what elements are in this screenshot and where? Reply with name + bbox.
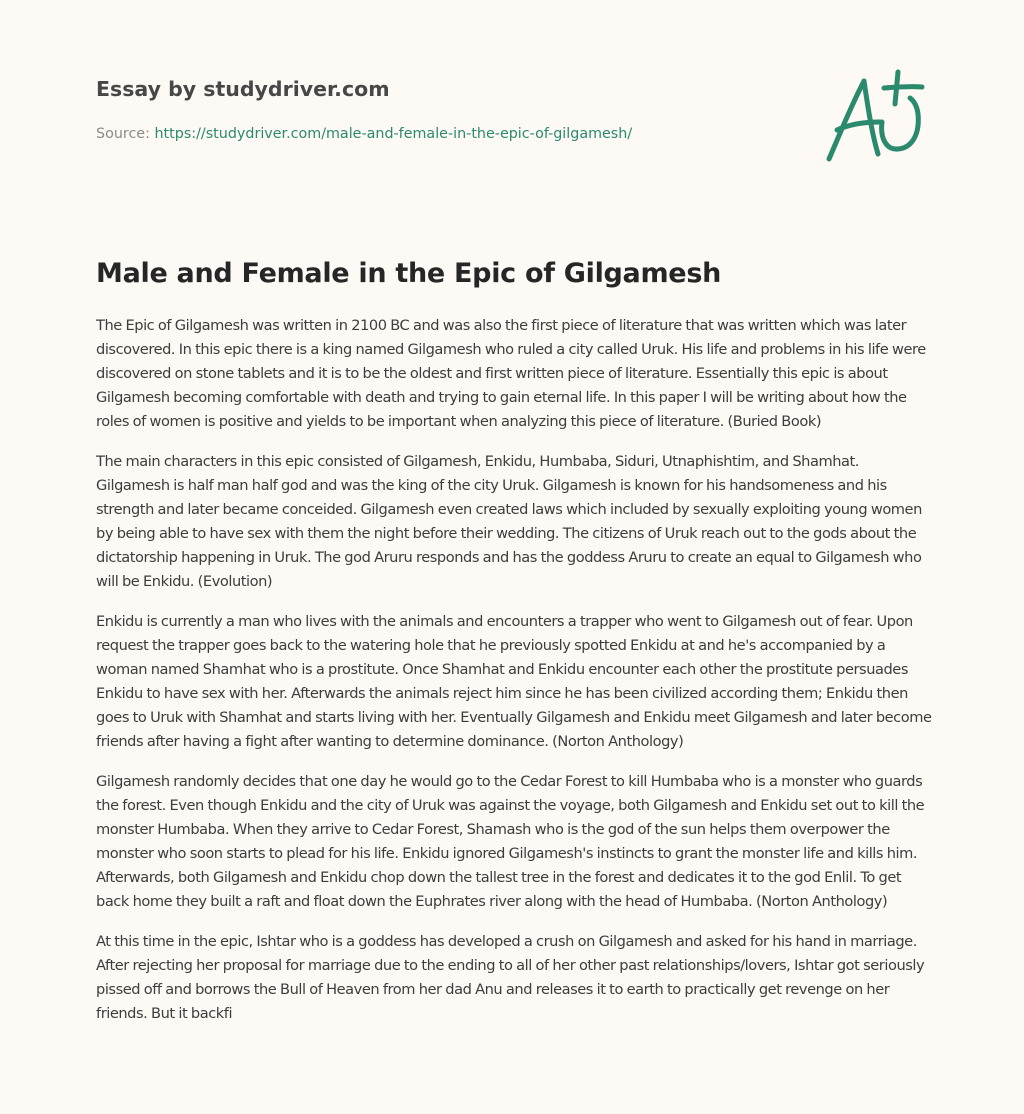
essay-paragraph: The Epic of Gilgamesh was written in 2100 BC and was also the first piece of literature that was written which was later discovered. In this epic there is a king named Gilgamesh who ruled a city called Uruk. His life and problems in his life were discovered on stone tablets and it is to be the oldest and first written piece of literature. Essentially this epic is about Gilgamesh becoming comfortable with death and trying to gain eternal life. In this paper I will be writing about how the roles of women is positive and yields to be important when analyzing this piece of literature. (Buried Book) [96, 317, 926, 430]
essay-title: Male and Female in the Epic of Gilgamesh [96, 258, 722, 289]
page-header [96, 74, 928, 174]
source-line [96, 124, 632, 144]
essay-paragraph: Gilgamesh randomly decides that one day he would go to the Cedar Forest to kill Humbaba who is a monster who guards the forest. Even though Enkidu and the city of Uruk was against the voyage, both Gilgamesh and Enkidu set out to kill the monster Humbaba. When they arrive to Cedar Forest, Shamash who is the god of the sun helps them overpower the monster who soon starts to plead for his life. Enkidu ignored Gilgamesh's instincts to grant the monster life and kills him. Afterwards, both Gilgamesh and Enkidu chop down the tallest tree in the forest and dedicates it to the god Enlil. To get back home they built a raft and float down the Euphrates river along with the head of Humbaba. (Norton Anthology) [96, 773, 925, 910]
a-plus-logo-icon [824, 66, 928, 166]
essay-body [96, 314, 932, 1042]
essay-paragraph: The main characters in this epic consisted of Gilgamesh, Enkidu, Humbaba, Siduri, Utnaphishtim, and Shamhat. Gilgamesh is half man half god and was the king of the city Uruk. Gilgamesh is known for his handsomeness and his strength and later became conceided. Gilgamesh even created laws which included by sexually exploiting young women by being able to have sex with them the night before their wedding. The citizens of Uruk reach out to the gods about the dictatorship happening in Uruk. The god Aruru responds and has the goddess Aruru to create an equal to Gilgamesh who will be Enkidu. (Evolution) [96, 453, 922, 590]
essay-paragraph: Enkidu is currently a man who lives with the animals and encounters a trapper who went to Gilgamesh out of fear. Upon request the trapper goes back to the watering hole that he previously spotted Enkidu at and he's accompanied by a woman named Shamhat who is a prostitute. Once Shamhat and Enkidu encounter each other the prostitute persuades Enkidu to have sex with her. Afterwards the animals reject him since he has been civilized according them; Enkidu then goes to Uruk with Shamhat and starts living with her. Eventually Gilgamesh and Enkidu meet Gilgamesh and later become friends after having a fight after wanting to determine dominance. (Norton Anthology) [96, 613, 932, 750]
source-link[interactable]: https://studydriver.com/male-and-female-in-the-epic-of-gilgamesh/ [154, 126, 633, 142]
brand-title: Essay by studydriver.com [96, 77, 390, 101]
source-label: Source: [96, 126, 150, 142]
essay-paragraph: At this time in the epic, Ishtar who is a goddess has developed a crush on Gilgamesh and asked for his hand in marriage. After rejecting her proposal for marriage due to the ending to all of her other past relationships/lovers, Ishtar got seriously pissed off and borrows the Bull of Heaven from her dad Anu and releases it to earth to practically get revenge on her friends. But it backfi [96, 933, 925, 1022]
